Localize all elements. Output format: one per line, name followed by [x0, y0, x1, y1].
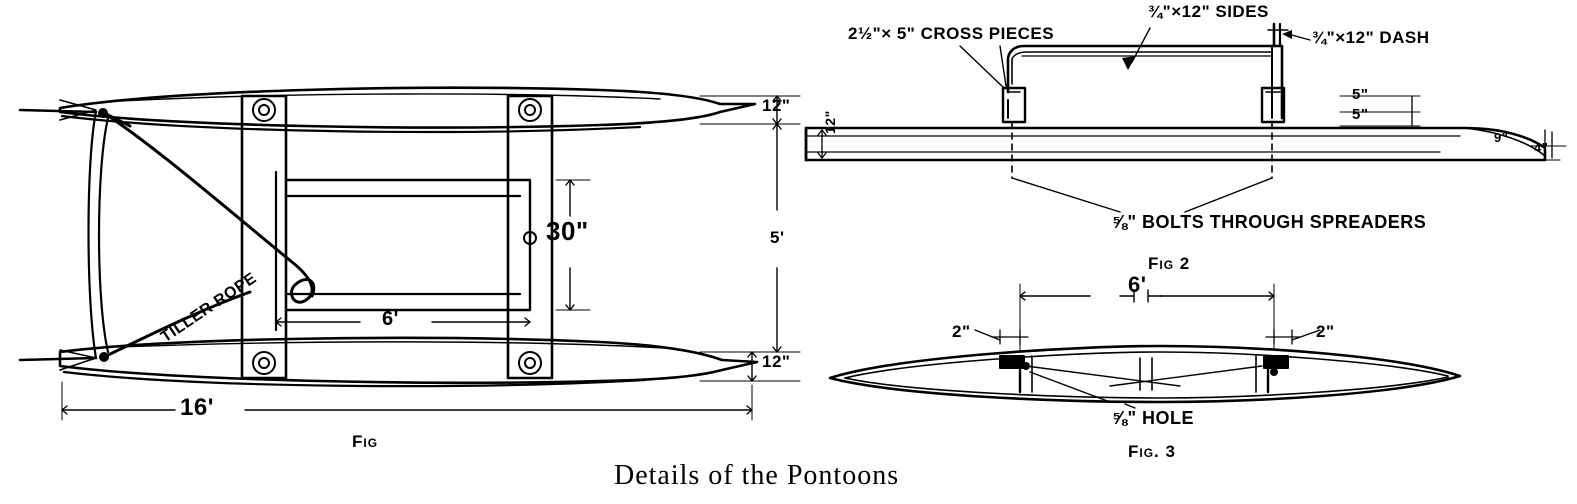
fig3-label: Fig. 3	[1128, 442, 1176, 461]
dim-5ft: 5'	[770, 228, 785, 247]
dim-2in-left: 2"	[952, 322, 971, 341]
tiller-rope-label: TILLER ROPE	[158, 269, 260, 347]
bolts-label: ⅝" BOLTS THROUGH SPREADERS	[1112, 212, 1427, 232]
sheet-caption: Details of the Pontoons	[614, 460, 900, 491]
dash-label: ¾"×12" DASH	[1312, 28, 1430, 47]
dim-2in-right: 2"	[1316, 322, 1335, 341]
dim-16ft: 16'	[180, 394, 214, 421]
dim-6ft: 6'	[382, 308, 399, 330]
dim-12in-bottom: 12"	[762, 352, 791, 371]
fig1-label: Fig	[352, 432, 379, 451]
sides-label: ¾"×12" SIDES	[1148, 2, 1269, 21]
dim-5in-upper: 5"	[1352, 86, 1369, 103]
dim-4in: 4"	[1534, 140, 1549, 155]
hole-label: ⅝" HOLE	[1112, 408, 1195, 428]
dim-9in: 9"	[1494, 130, 1509, 145]
dim-12in-left: 12"	[822, 110, 838, 134]
dim-5in-lower: 5"	[1352, 106, 1369, 123]
cross-pieces-label: 2½"× 5" CROSS PIECES	[848, 24, 1055, 43]
fig2-label: Fig 2	[1148, 254, 1191, 273]
dim-30in: 30"	[546, 216, 589, 246]
dim-6ft-span: 6'	[1128, 272, 1147, 297]
dim-12in-top: 12"	[762, 96, 791, 115]
